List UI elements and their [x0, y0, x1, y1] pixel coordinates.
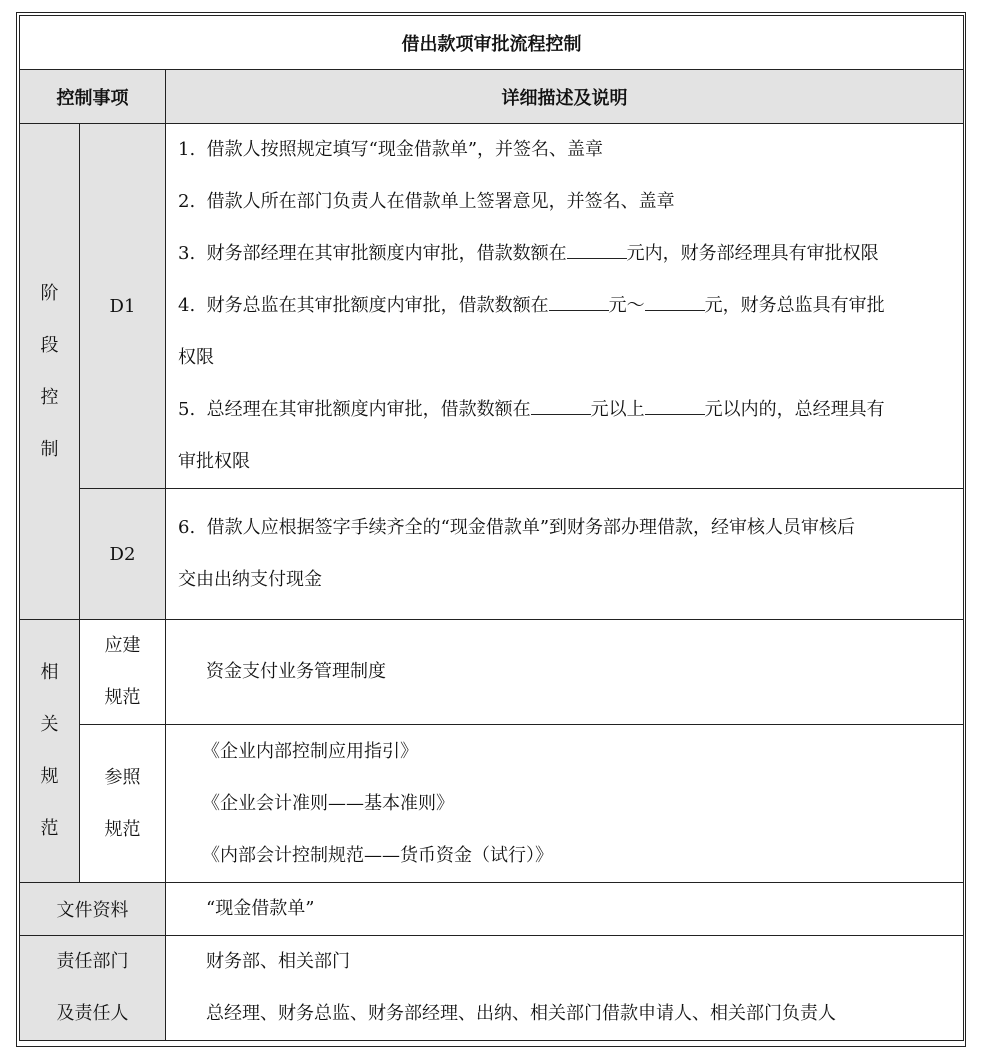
approval-control-table — [19, 15, 964, 1041]
list-item: 5. 总经理在其审批额度内审批，借款数额在 元以上 元以内的，总经理具有 — [178, 384, 957, 436]
list-item-continuation: 权限 — [178, 347, 214, 368]
list-item: 《企业内部控制应用指引》 — [202, 740, 418, 762]
blank-amount-field — [549, 290, 609, 311]
should-build-norms-label: 应建 规范 — [80, 620, 166, 725]
list-item: 6. 借款人应根据签字手续齐全的“现金借款单”到财务部办理借款，经审核人员审核后 — [178, 517, 856, 538]
list-item: 《企业会计准则——基本准则》 — [202, 792, 454, 814]
blank-amount-field — [531, 394, 591, 415]
list-item: 4. 财务总监在其审批额度内审批，借款数额在 元～ 元，财务总监具有审批 — [178, 280, 957, 332]
stage-control-label: 阶 段 控 制 — [20, 124, 80, 620]
blank-amount-field — [567, 238, 627, 259]
stage-d2-description — [166, 489, 964, 620]
documents-label: 文件资料 — [20, 883, 166, 936]
responsibility-content — [166, 936, 964, 1041]
should-build-norms-content — [166, 620, 964, 725]
responsible-departments: 财务部、相关部门 — [206, 951, 350, 972]
header-control-item: 控制事项 — [20, 70, 166, 124]
stage-d1-description — [166, 124, 964, 489]
list-item: 3. 财务部经理在其审批额度内审批，借款数额在 元内，财务部经理具有审批权限 — [178, 228, 957, 280]
table-title: 借出款项审批流程控制 — [20, 16, 964, 70]
header-description: 详细描述及说明 — [166, 70, 964, 124]
responsibility-label: 责任部门 及责任人 — [20, 936, 166, 1041]
list-item: 资金支付业务管理制度 — [206, 661, 386, 682]
list-item-continuation: 审批权限 — [178, 451, 250, 472]
reference-norms-label: 参照 规范 — [80, 725, 166, 883]
responsible-persons: 总经理、财务总监、财务部经理、出纳、相关部门借款申请人、相关部门负责人 — [206, 1003, 836, 1024]
related-norms-label: 相 关 规 范 — [20, 620, 80, 883]
stage-code-d1: D1 — [80, 124, 166, 489]
documents-value: “现金借款单” — [166, 883, 964, 936]
list-item: 1. 借款人按照规定填写“现金借款单”，并签名、盖章 — [178, 139, 604, 160]
stage-code-d2: D2 — [80, 489, 166, 620]
list-item: 《内部会计控制规范——货币资金（试行）》 — [202, 844, 553, 866]
blank-amount-field — [645, 290, 705, 311]
reference-norms-content — [166, 725, 964, 883]
blank-amount-field — [645, 394, 705, 415]
list-item: 2. 借款人所在部门负责人在借款单上签署意见，并签名、盖章 — [178, 191, 675, 212]
list-item-continuation: 交由出纳支付现金 — [178, 569, 322, 590]
